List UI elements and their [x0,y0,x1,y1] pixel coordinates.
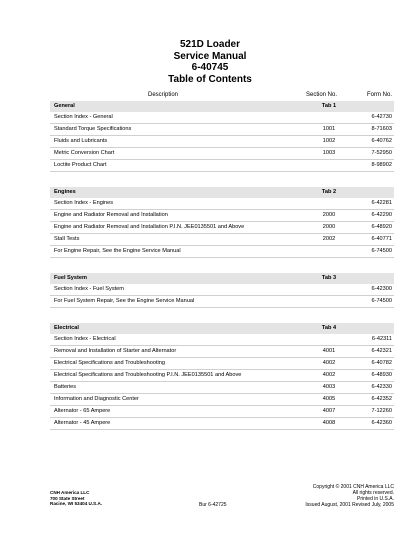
row-form-no: 6-40771 [371,236,392,242]
row-section-no: 4002 [322,372,336,378]
copyright-line: Copyright © 2001 CNH America LLC [312,484,394,490]
row-form-no: 6-48920 [371,224,392,230]
row-form-no: 6-42281 [371,200,392,206]
row-description: Batteries [54,384,77,390]
company-city: Racine, WI 53404 U.S.A. [50,501,103,506]
toc-title: Table of Contents [168,73,252,85]
row-section-no: 4008 [322,420,336,426]
row-form-no: 6-74500 [371,248,392,254]
section-tab: Tab 2 [321,189,337,195]
row-section-no: 1001 [322,126,336,132]
toc-row [50,198,394,210]
toc-section [50,323,394,430]
row-description: Electrical Specifications and Troubleshooting [54,360,166,366]
toc-row [50,136,394,148]
section-tab: Tab 3 [321,275,337,281]
toc-row [50,210,394,222]
row-section-no: 1003 [322,150,336,156]
section-name: Electrical [54,325,79,331]
issued-line: Issued August, 2001 Revised July, 2005 [305,502,394,508]
row-description: Electrical Specifications and Troubleshooting P.I.N. JEE0135501 and Above [54,372,242,378]
company-street: 700 State Street [50,495,85,501]
row-description: Metric Conversion Chart [54,150,115,156]
row-form-no: 6-42352 [371,396,392,402]
row-section-no: 2000 [322,212,336,218]
toc-row [50,148,394,160]
row-section-no: 2000 [322,224,336,230]
row-section-no: 4002 [322,360,336,366]
section-header-row [50,273,394,284]
toc-section [50,101,394,172]
toc-row [50,370,394,382]
section-header-row [50,187,394,198]
row-form-no: 6-42360 [371,420,392,426]
row-form-no: 6-48930 [371,372,392,378]
row-section-no: 1002 [322,138,336,144]
row-description: Standard Torque Specifications [54,126,132,132]
toc-row [50,406,394,418]
form-no-column-header: Form No. [366,92,392,98]
rights-line: All rights reserved. [352,490,394,496]
row-section-no: 4005 [322,396,336,402]
row-description: Alternator - 65 Ampere [54,408,111,414]
toc-section [50,273,394,308]
toc-section [50,187,394,258]
toc-row [50,296,394,308]
row-form-no: 6-42290 [371,212,392,218]
row-description: Section Index - General [54,114,113,120]
row-description: Alternator - 45 Ampere [54,420,111,426]
section-no-column-header: Section No. [306,92,338,98]
toc-row [50,284,394,296]
model-title: 521D Loader [179,39,241,50]
row-form-no: 6-74500 [371,298,392,304]
row-form-no: 7-12260 [371,408,392,414]
company-name: CNH America LLC [50,490,90,495]
toc-row [50,124,394,136]
toc-row [50,382,394,394]
description-column-header: Description [148,92,179,98]
section-tab: Tab 1 [321,103,337,109]
toc-row [50,160,394,172]
section-header-row [50,101,394,112]
row-description: Stall Tests [54,236,80,242]
row-form-no: 6-40782 [371,360,392,366]
document-title-block [0,39,420,85]
row-description: Section Index - Fuel System [54,286,124,292]
copyright-block [305,484,394,508]
toc-row [50,394,394,406]
toc-row [50,246,394,258]
toc-row [50,334,394,346]
toc-row [50,358,394,370]
row-form-no: 8-98902 [371,162,392,168]
row-description: Fluids and Lubricants [54,138,108,144]
bur-number: Bur 6-42725 [199,502,227,508]
row-section-no: 4001 [322,348,336,354]
doc-type-title: Service Manual [173,50,247,62]
doc-number-title: 6-40745 [191,62,229,73]
row-description: Engine and Radiator Removal and Installation P.I.N. JEE0135501 and Above [54,224,245,230]
row-form-no: 6-40762 [371,138,392,144]
row-form-no: 7-52950 [371,150,392,156]
toc-row [50,234,394,246]
section-name: General [54,103,75,109]
section-header-row [50,323,394,334]
row-form-no: 8-71603 [371,126,392,132]
toc-row [50,112,394,124]
row-section-no: 4007 [322,408,336,414]
row-description: Section Index - Engines [54,200,114,206]
section-name: Fuel System [54,275,87,281]
row-description: Removal and Installation of Starter and Alternator [54,348,177,354]
row-form-no: 6-42300 [371,286,392,292]
row-description: For Fuel System Repair, See the Engine Service Manual [54,298,195,304]
toc-row [50,418,394,430]
section-tab: Tab 4 [321,325,337,331]
toc-row [50,222,394,234]
row-form-no: 6-42321 [371,348,392,354]
row-form-no: 6-42311 [371,336,392,342]
row-description: Loctite Product Chart [54,162,107,168]
toc-row [50,346,394,358]
row-description: Information and Diagnostic Center [54,396,139,402]
row-description: Section Index - Electrical [54,336,116,342]
row-description: Engine and Radiator Removal and Installation [54,212,168,218]
printed-line: Printed in U.S.A. [357,496,394,502]
section-name: Engines [54,189,76,195]
row-form-no: 6-42730 [371,114,392,120]
row-section-no: 4003 [322,384,336,390]
company-address [50,490,102,507]
row-form-no: 6-42330 [371,384,392,390]
toc-table [50,101,394,445]
row-description: For Engine Repair, See the Engine Service Manual [54,248,181,254]
row-section-no: 2002 [322,236,336,242]
